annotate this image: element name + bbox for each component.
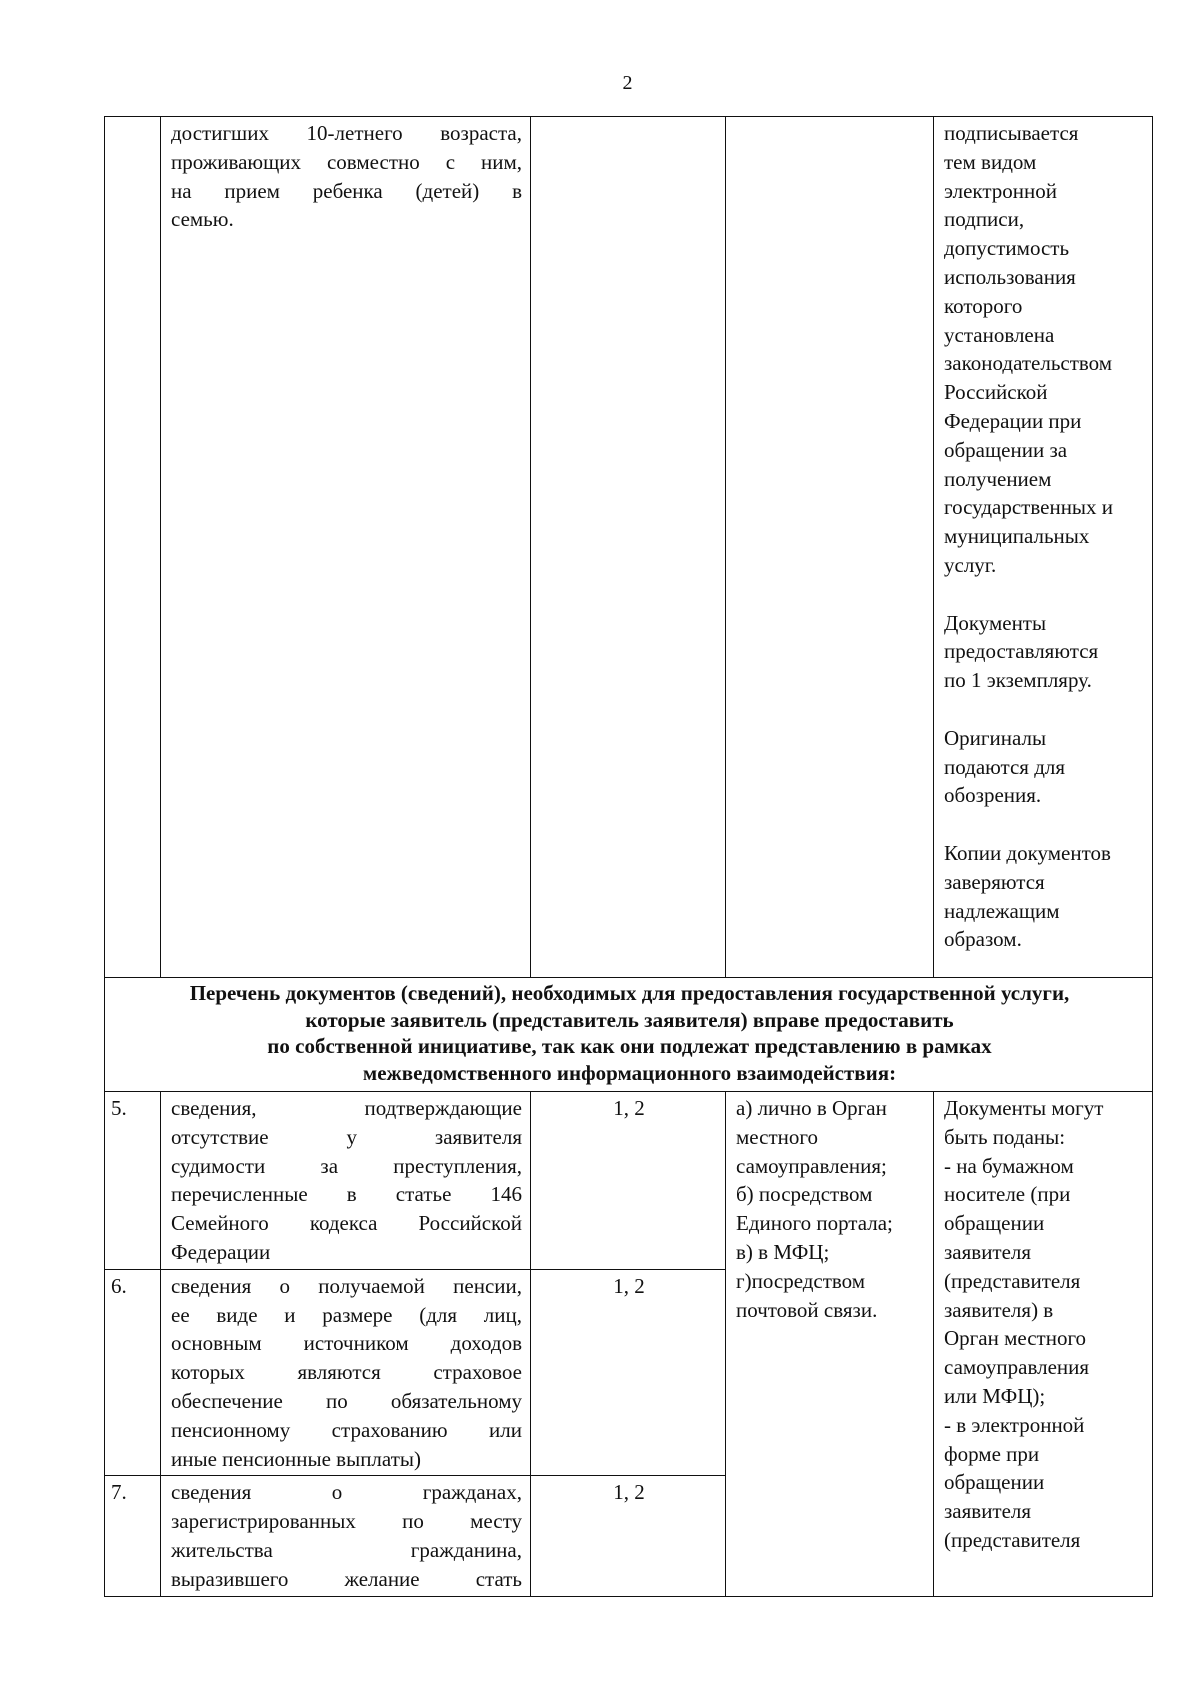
row-number: 5.: [105, 1092, 161, 1270]
text-line: перечисленные в статье 146: [171, 1182, 522, 1207]
note-paragraph: [944, 724, 1144, 810]
text-line: (представителя: [944, 1268, 1081, 1293]
text-line: основным источником доходов: [171, 1331, 522, 1356]
text-line: которых являются страховое: [171, 1360, 522, 1385]
text-line: подписи,: [944, 207, 1025, 232]
text-line: муниципальных: [944, 524, 1090, 549]
text-line: использования: [944, 264, 1076, 289]
row-number: 6.: [105, 1269, 161, 1476]
text-line: получением: [944, 466, 1052, 491]
text-line: в) в МФЦ;: [736, 1239, 830, 1264]
text-line: электронной: [944, 178, 1058, 203]
text-line: сведения, подтверждающие: [171, 1096, 522, 1120]
text-line: самоуправления: [944, 1355, 1090, 1380]
text-line: Российской: [944, 380, 1048, 405]
text-line: Документы: [944, 610, 1047, 635]
text-line: семью.: [171, 207, 234, 232]
text-line: пенсионному страхованию или: [171, 1417, 522, 1442]
text-line: установлена: [944, 322, 1055, 347]
documents-table: [104, 116, 1153, 1597]
text-line: надлежащим: [944, 898, 1060, 923]
text-line: подаются для: [944, 754, 1066, 779]
row-basis: 1, 2: [531, 1092, 726, 1270]
text-line: или МФЦ);: [944, 1383, 1046, 1408]
text-line: государственных и: [944, 495, 1114, 520]
text-line: - в электронной: [944, 1412, 1085, 1437]
text-line: Федерации: [171, 1239, 271, 1264]
text-line: местного: [736, 1124, 818, 1149]
text-line: Единого портала;: [736, 1211, 893, 1236]
cell-note-continuation: [934, 117, 1153, 978]
cell-method-continuation: [726, 117, 934, 978]
text-line: заверяются: [944, 869, 1045, 894]
text-line: Семейного кодекса Российской: [171, 1211, 522, 1236]
table-row: [105, 1092, 1153, 1270]
submission-methods: [726, 1092, 934, 1597]
text-line: Федерации при: [944, 408, 1082, 433]
text-line: сведения о гражданах,: [171, 1480, 522, 1505]
row-basis: 1, 2: [531, 1476, 726, 1596]
text-line: отсутствие у заявителя: [171, 1124, 522, 1149]
row-document-name: [161, 1476, 531, 1596]
text-line: носителе (при: [944, 1182, 1071, 1207]
text-line: судимости за преступления,: [171, 1153, 522, 1178]
table-row-continuation: [105, 117, 1153, 978]
page-number: 2: [622, 72, 633, 94]
note-paragraph: [944, 119, 1144, 580]
text-line: заявителя) в: [944, 1297, 1054, 1322]
text-line: Оригиналы: [944, 725, 1047, 750]
text-line: заявителя: [944, 1499, 1032, 1524]
row-document-name: [161, 1092, 531, 1270]
heading-line: по собственной инициативе, так как они подлежат представлению в рамках: [267, 1034, 992, 1058]
text-line: жительства гражданина,: [171, 1537, 522, 1562]
text-line: Орган местного: [944, 1326, 1087, 1351]
text-line: по 1 экземпляру.: [944, 668, 1092, 693]
section-heading: [105, 978, 1153, 1092]
text-line: образом.: [944, 927, 1022, 952]
text-line: обеспечение по обязательному: [171, 1388, 522, 1413]
text-line: подписывается: [944, 121, 1079, 145]
section-heading-row: [105, 978, 1153, 1092]
text-line: достигших 10-летнего возраста,: [171, 121, 522, 145]
text-line: быть поданы:: [944, 1124, 1066, 1149]
text-line: обращении за: [944, 437, 1068, 462]
text-line: Копии документов: [944, 840, 1111, 865]
text-line: допустимость: [944, 236, 1070, 261]
text-line: обращении: [944, 1211, 1045, 1236]
text-line: законодательством: [944, 351, 1113, 376]
text-line: обращении: [944, 1470, 1045, 1495]
text-line: обозрения.: [944, 783, 1042, 808]
text-line: ее виде и размере (для лиц,: [171, 1302, 522, 1327]
text-line: на прием ребенка (детей) в: [171, 178, 522, 203]
note-paragraph: [944, 609, 1144, 695]
text-line: проживающих совместно с ним,: [171, 149, 522, 174]
text-line: а) лично в Орган: [736, 1096, 887, 1120]
note-paragraph: [944, 839, 1144, 954]
text-line: самоуправления;: [736, 1153, 887, 1178]
submission-notes: [934, 1092, 1153, 1597]
heading-line: Перечень документов (сведений), необходимых для предоставления государственной услуги,: [189, 981, 1070, 1005]
text-line: форме при: [944, 1441, 1040, 1466]
cell-num-continuation: [105, 117, 161, 978]
heading-line: которые заявитель (представитель заявителя) вправе предоставить: [305, 1007, 954, 1032]
text-line: г)посредством: [736, 1268, 866, 1293]
text-line: (представителя: [944, 1527, 1081, 1552]
text-line: тем видом: [944, 149, 1037, 174]
row-document-name: [161, 1269, 531, 1476]
text-line: - на бумажном: [944, 1153, 1074, 1178]
cell-basis-continuation: [531, 117, 726, 978]
row-number: 7.: [105, 1476, 161, 1596]
text-line: почтовой связи.: [736, 1297, 878, 1322]
text-line: предоставляются: [944, 639, 1099, 664]
text-line: заявителя: [944, 1239, 1032, 1264]
text-line: которого: [944, 293, 1023, 318]
cell-name-continuation: [161, 117, 531, 978]
text-line: выразившего желание стать: [171, 1566, 522, 1591]
heading-line: межведомственного информационного взаимодействия:: [362, 1060, 897, 1085]
row-basis: 1, 2: [531, 1269, 726, 1476]
text-line: услуг.: [944, 552, 997, 577]
text-line: Документы могут: [944, 1096, 1104, 1120]
text-line: сведения о получаемой пенсии,: [171, 1273, 522, 1298]
text-line: б) посредством: [736, 1182, 873, 1207]
text-line: зарегистрированных по месту: [171, 1509, 522, 1534]
text-line: иные пенсионные выплаты): [171, 1446, 421, 1471]
